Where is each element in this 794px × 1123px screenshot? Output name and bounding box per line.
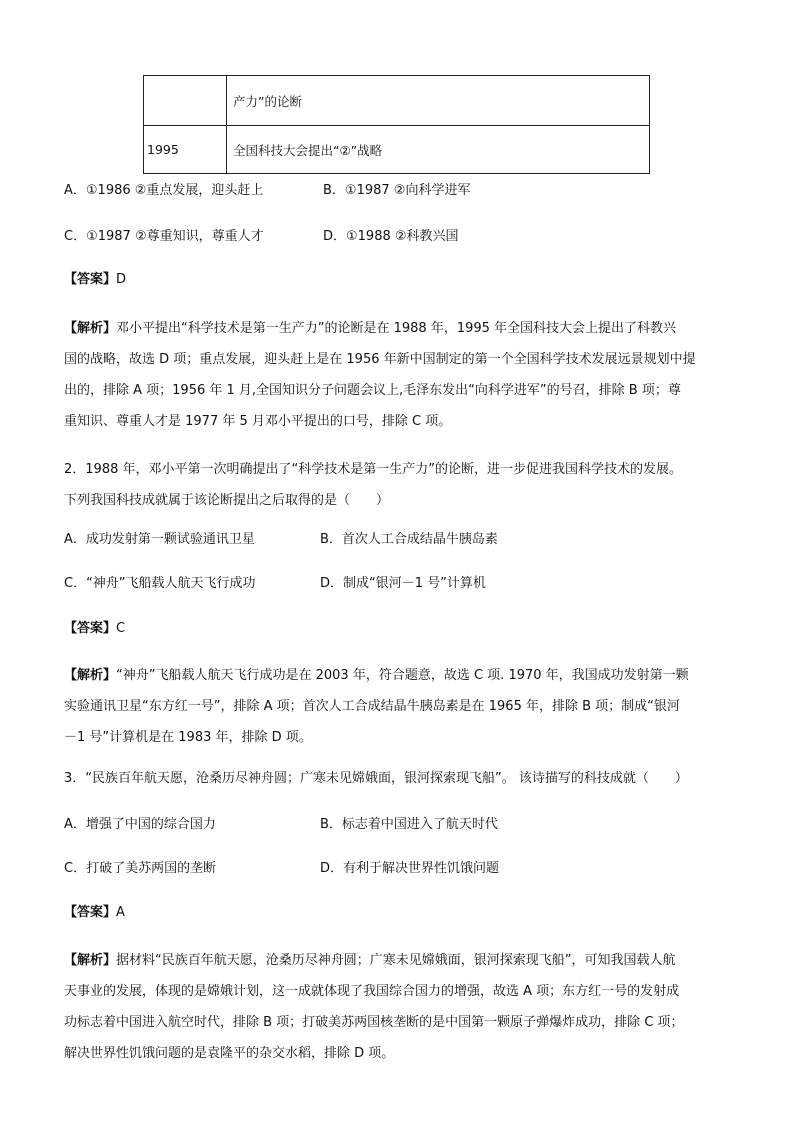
q1-option-a: A．①1986 ②重点发展，迎头赶上 [64,183,264,198]
event-cell: 产力”的论断 [227,76,650,126]
year-cell [144,76,227,126]
q3-option-b: B．标志着中国进入了航天时代 [320,817,498,832]
q1-analysis [64,313,736,437]
analysis-line: 邓小平提出“科学技术是第一生产力”的论断是在 1988 年，1995 年全国科技大会上提出了科教兴 [116,321,677,336]
analysis-tag: 【解析】 [64,953,117,968]
analysis-line: 天事业的发展，体现的是嫦娥计划，这一成就体现了我国综合国力的增强，故选 A 项；东方红一号的发射成 [64,984,680,999]
analysis-line: 解决世界性饥饿问题的是袁隆平的杂交水稻，排除 D 项。 [64,1046,395,1061]
q1-answer [64,271,126,289]
q1-option-b: B．①1987 ②向科学进军 [323,183,471,198]
answer-tag: 【答案】 [64,905,117,920]
stem-line: 下列我国科技成就属于该论断提出之后取得的是（ ） [64,493,390,508]
q2-option-a: A．成功发射第一颗试验通讯卫星 [64,532,255,547]
answer-value: A [116,905,125,920]
q1-option-d: D．①1988 ②科教兴国 [323,229,459,244]
q3-option-a: A．增强了中国的综合国力 [64,817,216,832]
q2-option-d: D．制成“银河－1 号”计算机 [320,576,486,591]
analysis-line: 实验通讯卫星“东方红一号”，排除 A 项；首次人工合成结晶牛胰岛素是在 1965 年，排除 B 项；制成“银河 [64,699,680,714]
q1-option-c: C．①1987 ②尊重知识，尊重人才 [64,229,264,244]
year-cell: 1995 [144,126,227,174]
table-row [144,76,650,126]
stem-line: 2．1988 年，邓小平第一次明确提出了“科学技术是第一生产力”的论断，进一步促进我国科学技术的发展。 [64,462,682,477]
answer-tag: 【答案】 [64,272,117,287]
analysis-line: 据材料“民族百年航天愿，沧桑历尽神舟圆；广寒未见嫦娥面，银河探索现飞船”，可知我国载人航 [116,953,676,968]
table-row [144,126,650,174]
q2-option-b: B．首次人工合成结晶牛胰岛素 [320,532,498,547]
q2-answer [64,620,125,638]
event-cell: 全国科技大会提出“②”战略 [227,126,650,174]
analysis-tag: 【解析】 [64,668,117,683]
timeline-table [143,75,650,174]
q3-answer [64,904,125,922]
q3-option-d: D．有利于解决世界性饥饿问题 [320,861,500,876]
analysis-line: 重知识、尊重人才是 1977 年 5 月邓小平提出的口号，排除 C 项。 [64,414,452,429]
analysis-line: －1 号”计算机是在 1983 年，排除 D 项。 [64,730,312,745]
q2-option-c: C．“神舟”飞船载人航天飞行成功 [64,576,256,591]
answer-value: D [116,272,127,287]
q3-option-c: C．打破了美苏两国的垄断 [64,861,217,876]
answer-value: C [116,621,126,636]
analysis-tag: 【解析】 [64,321,117,336]
answer-tag: 【答案】 [64,621,117,636]
q2-stem [64,454,764,516]
analysis-line: 功标志着中国进入航空时代，排除 B 项；打破美苏两国核垄断的是中国第一颗原子弹爆炸成功，排除 C 项； [64,1015,684,1030]
q3-analysis [64,945,736,1069]
q2-analysis [64,660,736,753]
analysis-line: 出的，排除 A 项；1956 年 1 月,全国知识分子问题会议上,毛泽东发出“向科学进军”的号召，排除 B 项；尊 [64,383,681,398]
analysis-line: “神舟”飞船载人航天飞行成功是在 2003 年，符合题意，故选 C 项. 1970 年，我国成功发射第一颗 [116,668,689,683]
analysis-line: 国的战略，故选 D 项；重点发展，迎头赶上是在 1956 年新中国制定的第一个全国科学技术发展远景规划中提 [64,352,696,367]
q3-stem: 3．“民族百年航天愿，沧桑历尽神舟圆；广寒未见嫦娥面，银河探索现飞船”。 该诗描写的科技成就（ ） [64,771,688,786]
